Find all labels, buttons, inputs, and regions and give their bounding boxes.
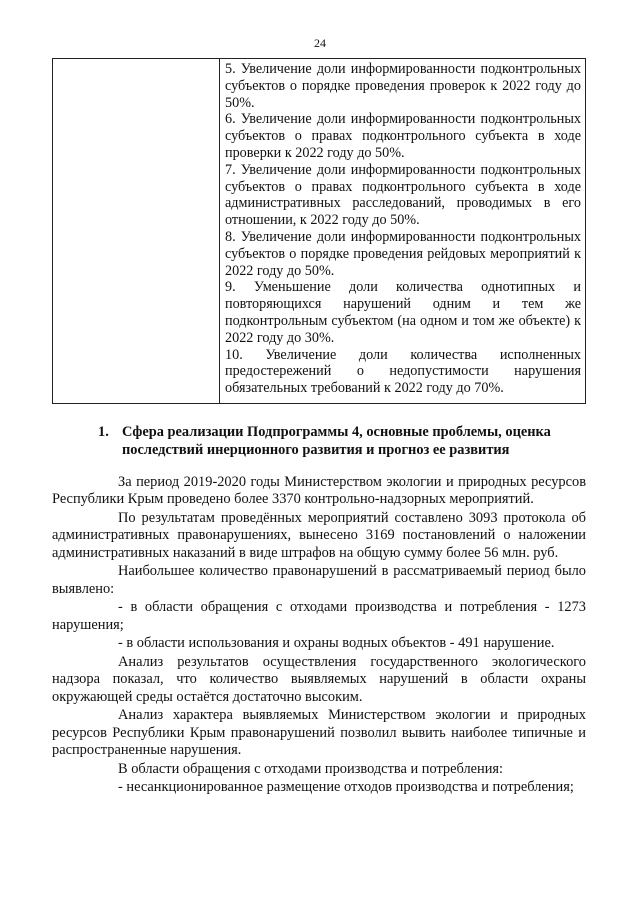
section-heading [100, 424, 586, 459]
goals-table-right-cell [220, 59, 585, 403]
goals-table [52, 58, 586, 404]
goals-table-left-cell [53, 59, 220, 403]
list-item: - несанкционированное размещение отходов производства и потребления; [118, 779, 574, 796]
paragraph: За период 2019-2020 годы Министерством экологии и природных ресурсов Республики Крым проведено более 3370 контрольно-надзорных мероприятий. [52, 474, 586, 508]
goal-item: 6. Увеличение доли информированности подконтрольных субъектов о правах подконтрольного субъекта в ходе проверки к 2022 году до 50%. [225, 111, 581, 161]
body-text [52, 474, 586, 798]
list-item: - в области использования и охраны водных объектов - 491 нарушение. [118, 635, 555, 652]
section-number: 1. [98, 424, 109, 440]
section-title: Сфера реализации Подпрограммы 4, основные проблемы, оценка последствий инерционного развития и прогноз ее развития [122, 424, 551, 458]
paragraph: Анализ результатов осуществления государственного экологического надзора показал, что количество выявляемых нарушений в области охраны окружающей среды остаётся достаточно высоким. [52, 654, 586, 705]
paragraph: Анализ характера выявляемых Министерством экологии и природных ресурсов Республики Крым правонарушений позволил вывить наиболее типичные и распространенные нарушения. [52, 707, 586, 759]
paragraph: Наибольшее количество правонарушений в рассматриваемый период было выявлено: [52, 563, 586, 597]
goal-item: 5. Увеличение доли информированности подконтрольных субъектов о порядке проведения проверок к 2022 году до 50%. [225, 61, 581, 111]
goal-item: 9. Уменьшение доли количества однотипных и повторяющихся нарушений одним и тем же подконтрольным субъектом (на одном и том же объекте) к 2022 году до 30%. [225, 279, 581, 346]
page-number: 24 [314, 36, 326, 50]
paragraph: В области обращения с отходами производства и потребления: [118, 760, 504, 777]
goal-item: 8. Увеличение доли информированности подконтрольных субъектов о порядке проведения рейдовых мероприятий к 2022 году до 50%. [225, 228, 581, 279]
list-item: - в области обращения с отходами производства и потребления - 1273 нарушения; [52, 599, 586, 633]
paragraph: По результатам проведённых мероприятий составлено 3093 протокола об административных правонарушениях, вынесено 3169 постановлений о наложении административных наказаний в виде штрафов на общую сумму более 56 млн. руб. [52, 510, 586, 561]
goal-item: 7. Увеличение доли информированности подконтрольных субъектов о правах подконтрольного субъекта в ходе административных расследований, проводимых в его отношении, к 2022 году до 50%. [225, 161, 581, 229]
goal-item: 10. Увеличение доли количества исполненных предостережений о недопустимости нарушения обязательных требований к 2022 году до 70%. [225, 346, 581, 397]
